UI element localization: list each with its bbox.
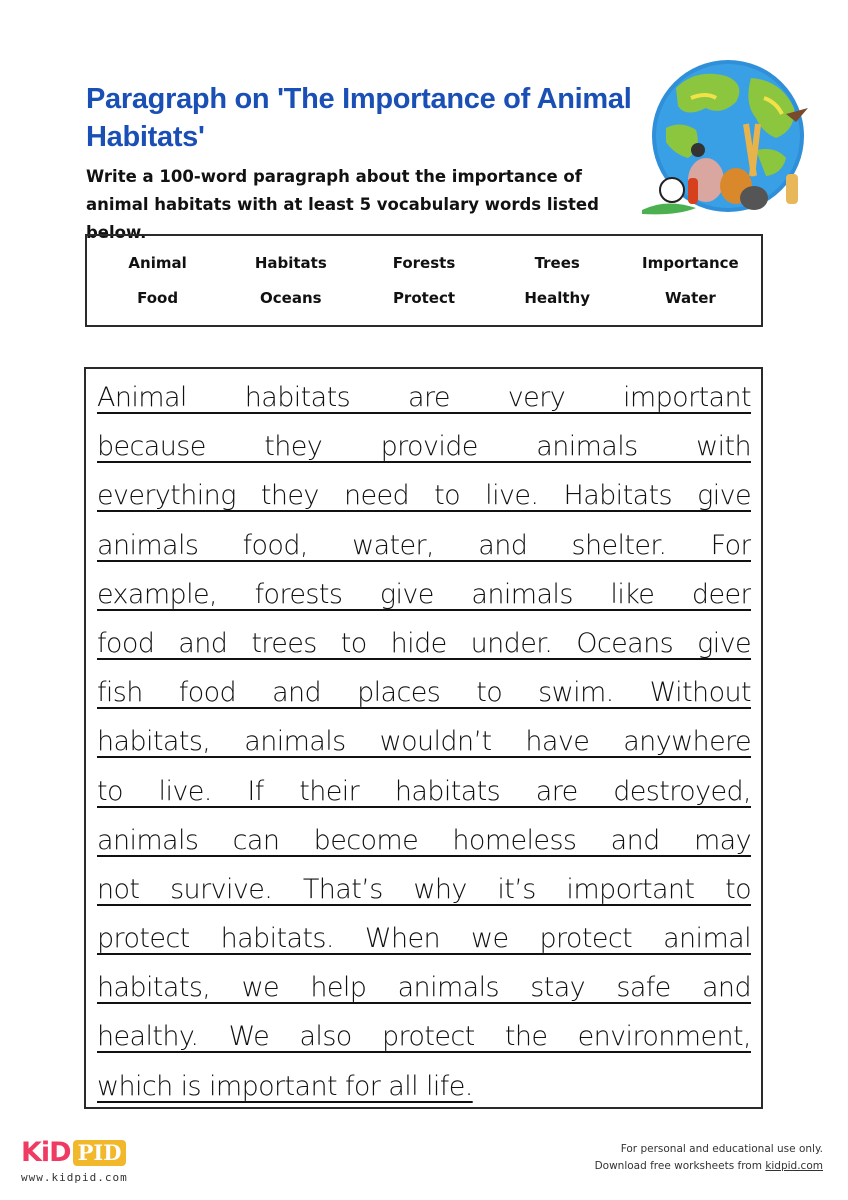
paragraph-line: because they provide animals with (97, 431, 751, 463)
vocab-word: Forests (392, 254, 456, 273)
vocab-word: Importance (642, 254, 739, 273)
paragraph-line: everything they need to live. Habitats give (97, 480, 751, 512)
vocab-word: Protect (392, 288, 456, 307)
kidpid-logo (21, 1137, 128, 1184)
download-note-prefix: Download free worksheets from (594, 1160, 766, 1172)
paragraph-line: food and trees to hide under. Oceans give (97, 627, 751, 659)
worksheet-title: Paragraph on 'The Importance of Animal Habitats' (86, 83, 632, 153)
paragraph-line: habitats, we help animals stay safe and (97, 972, 751, 1004)
paragraph-line: Animal habitats are very important (97, 382, 751, 413)
vocab-word: Healthy (524, 288, 590, 307)
download-note (595, 1158, 823, 1175)
vocab-word: Water (664, 288, 716, 307)
globe-icon (636, 58, 816, 223)
globe-animals-illustration (636, 58, 816, 223)
paragraph-line: animals can become homeless and may (97, 824, 751, 856)
paragraph-line: which is important for all life. (97, 1070, 473, 1102)
vocabulary-word-bank (85, 234, 763, 327)
vocab-word: Oceans (260, 288, 322, 307)
paragraph-line: animals food, water, and shelter. For (97, 529, 751, 561)
vocab-word: Food (137, 288, 179, 307)
logo-url: www.kidpid.com (21, 1171, 128, 1184)
paragraph-line: example, forests give animals like deer (97, 578, 751, 610)
paragraph-line: healthy. We also protect the environment, (97, 1021, 751, 1053)
vocab-word: Animal (128, 254, 187, 273)
logo-kid-text: KiD (21, 1137, 71, 1168)
paragraph-line: not survive. That’s why it’s important to (97, 873, 751, 905)
paragraph-writing-box (84, 367, 763, 1109)
vocab-word: Trees (534, 254, 580, 273)
paragraph-line: fish food and places to swim. Without (97, 677, 751, 709)
paragraph-line: protect habitats. When we protect animal (97, 923, 751, 955)
vocab-word: Habitats (254, 254, 327, 273)
footer-note (595, 1141, 823, 1175)
paragraph-line: habitats, animals wouldn’t have anywhere (97, 726, 751, 758)
usage-note: For personal and educational use only. (620, 1143, 823, 1155)
kidpid-link[interactable]: kidpid.com (765, 1160, 823, 1172)
paragraph-line: to live. If their habitats are destroyed, (97, 775, 751, 807)
logo-pid-badge: PID (73, 1140, 127, 1166)
instructions-text: Write a 100-word paragraph about the importance of animal habitats with at least 5 vocabulary words listed below. (86, 167, 599, 242)
